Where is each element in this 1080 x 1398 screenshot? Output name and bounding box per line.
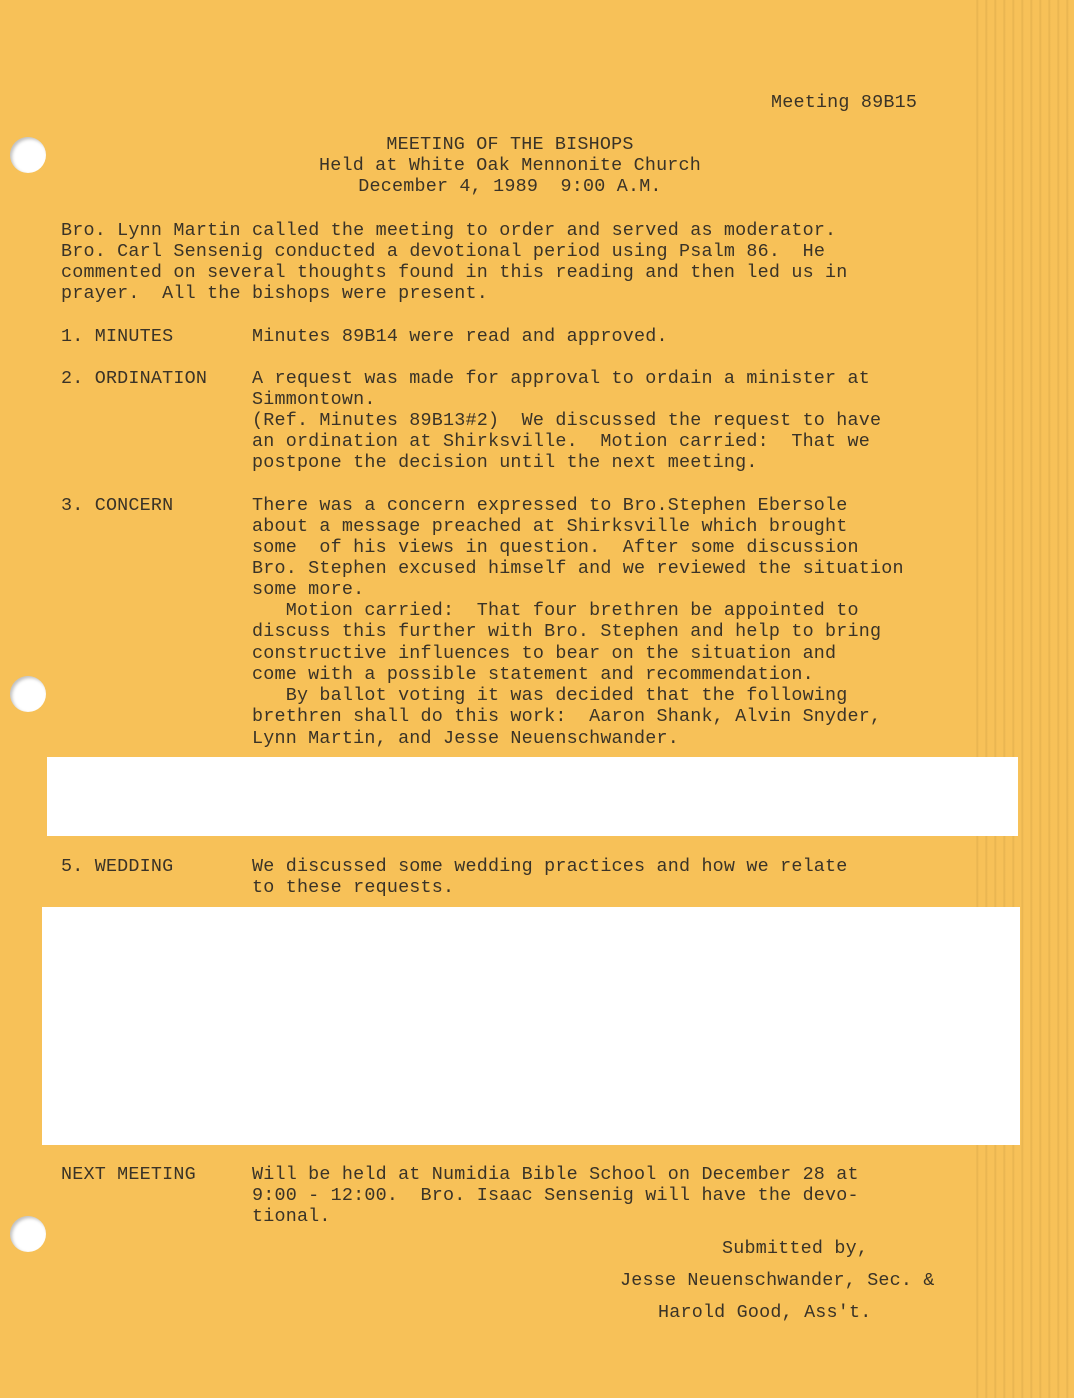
item-line: Minutes 89B14 were read and approved.: [252, 326, 668, 347]
item-label: 3. CONCERN: [61, 495, 174, 516]
item-line: Motion carried: That four brethren be appointed to: [252, 600, 859, 621]
item-line: Simmontown.: [252, 389, 376, 410]
item-line: an ordination at Shirksville. Motion carried: That we: [252, 431, 870, 452]
item-line: about a message preached at Shirksville which brought: [252, 516, 848, 537]
page-edge-texture: [970, 0, 1080, 1398]
submitted-by: Submitted by,: [722, 1238, 869, 1259]
item-label: 2. ORDINATION: [61, 368, 208, 389]
item-line: There was a concern expressed to Bro.Stephen Ebersole: [252, 495, 848, 516]
meeting-reference: Meeting 89B15: [771, 92, 918, 113]
redaction-block: [47, 757, 1018, 836]
binder-hole-bottom: [10, 1216, 46, 1252]
intro-line: Bro. Carl Sensenig conducted a devotional period using Psalm 86. He: [61, 241, 826, 262]
item-line: constructive influences to bear on the situation and: [252, 643, 837, 664]
item-line: Will be held at Numidia Bible School on December 28 at: [252, 1164, 859, 1185]
item-line: some more.: [252, 579, 365, 600]
item-line: brethren shall do this work: Aaron Shank, Alvin Snyder,: [252, 706, 882, 727]
meeting-date: December 4, 1989 9:00 A.M.: [358, 176, 662, 197]
item-line: postpone the decision until the next meeting.: [252, 452, 758, 473]
meeting-location: Held at White Oak Mennonite Church: [318, 155, 702, 176]
document-title: MEETING OF THE BISHOPS: [386, 134, 634, 155]
item-line: some of his views in question. After some discussion: [252, 537, 859, 558]
intro-line: prayer. All the bishops were present.: [61, 283, 488, 304]
assistant-name: Harold Good, Ass't.: [658, 1302, 872, 1323]
item-line: Lynn Martin, and Jesse Neuenschwander.: [252, 728, 679, 749]
item-line: Bro. Stephen excused himself and we reviewed the situation: [252, 558, 904, 579]
intro-line: Bro. Lynn Martin called the meeting to order and served as moderator.: [61, 220, 837, 241]
item-line: 9:00 - 12:00. Bro. Isaac Sensenig will have the devo-: [252, 1185, 859, 1206]
item-label: NEXT MEETING: [61, 1164, 196, 1185]
item-label: 1. MINUTES: [61, 326, 174, 347]
item-line: By ballot voting it was decided that the following: [252, 685, 848, 706]
item-line: (Ref. Minutes 89B13#2) We discussed the request to have: [252, 410, 882, 431]
intro-line: commented on several thoughts found in this reading and then led us in: [61, 262, 848, 283]
item-line: come with a possible statement and recommendation.: [252, 664, 814, 685]
redaction-block: [42, 907, 1020, 1145]
item-label: 5. WEDDING: [61, 856, 174, 877]
page-right-edge: [1074, 0, 1080, 1398]
secretary-name: Jesse Neuenschwander, Sec. &: [620, 1270, 935, 1291]
binder-hole-middle: [10, 676, 46, 712]
item-line: to these requests.: [252, 877, 455, 898]
item-line: discuss this further with Bro. Stephen and help to bring: [252, 621, 882, 642]
item-line: A request was made for approval to ordain a minister at: [252, 368, 870, 389]
item-line: We discussed some wedding practices and how we relate: [252, 856, 848, 877]
item-line: tional.: [252, 1206, 331, 1227]
